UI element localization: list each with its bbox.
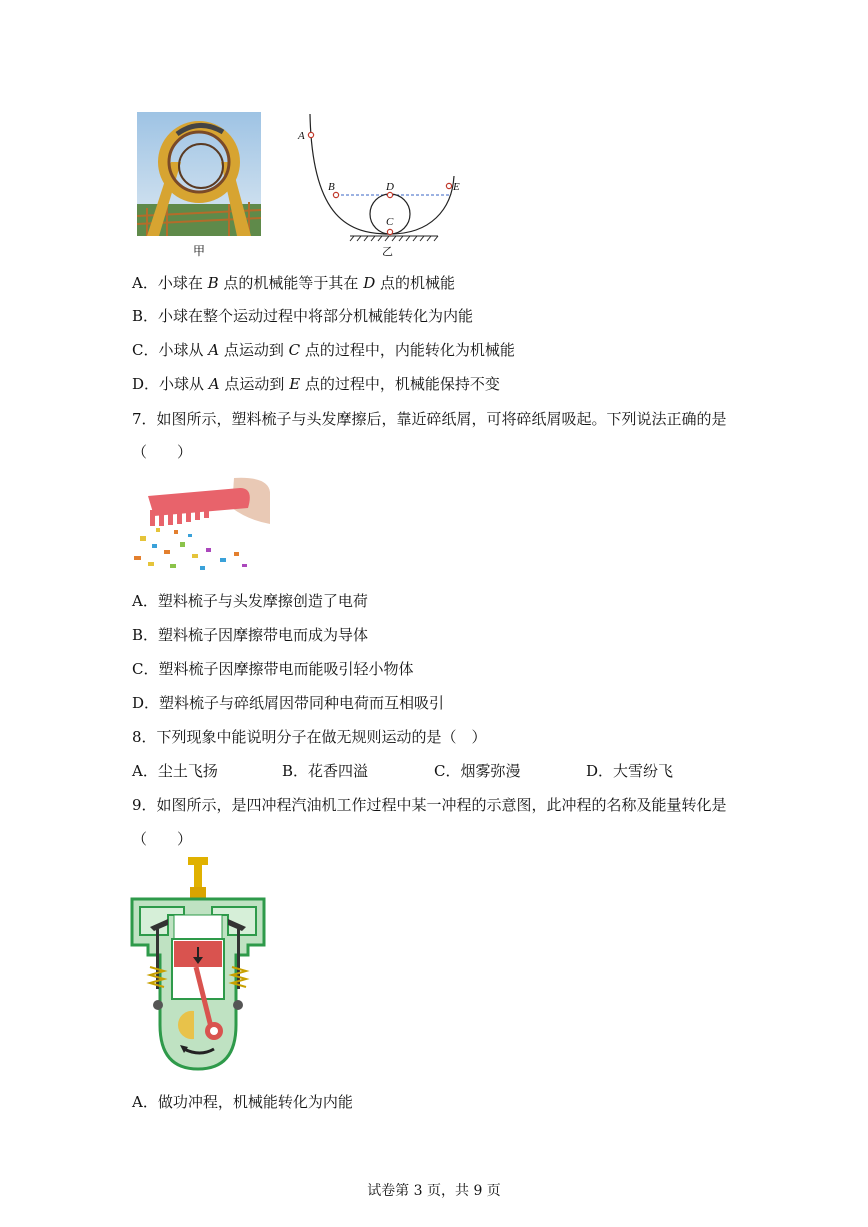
q8-option-a: A．尘土飞扬: [132, 762, 218, 780]
q9-answer-paren: （ ）: [132, 830, 193, 848]
loop-circle: [370, 194, 410, 234]
q9-option-a: A．做功冲程，机械能转化为内能: [132, 1093, 353, 1111]
ball-E: [446, 183, 451, 188]
ball-C: [387, 229, 392, 234]
q7-option-c: C．塑料梳子因摩擦带电而能吸引轻小物体: [132, 660, 414, 678]
q8-option-b: B．花香四溢: [282, 762, 369, 780]
point-label-C: C: [386, 216, 394, 228]
point-label-B: B: [328, 181, 335, 193]
q6-option-b: B．小球在整个运动过程中将部分机械能转化为内能: [132, 307, 474, 325]
q6-option-d: D．小球从 A 点运动到 E 点的过程中，机械能保持不变: [132, 375, 500, 393]
q7-answer-paren: （ ）: [132, 443, 193, 461]
ball-B: [333, 192, 338, 197]
point-label-A: A: [298, 130, 305, 142]
spark-plug: [188, 857, 208, 901]
figure-yi-label: 乙: [382, 245, 393, 258]
piston: [174, 941, 222, 967]
ball-D: [387, 192, 392, 197]
track-diagram: [290, 110, 460, 260]
page-footer: 试卷第 3 页，共 9 页: [367, 1183, 501, 1199]
q8-stem: 8．下列现象中能说明分子在做无规则运动的是（ ）: [132, 728, 487, 746]
q7-stem: 7．如图所示，塑料梳子与头发摩擦后，靠近碎纸屑，可将碎纸屑吸起。下列说法正确的是: [132, 410, 727, 428]
engine-diagram: [128, 855, 268, 1080]
q8-option-c: C．烟雾弥漫: [434, 762, 521, 780]
q9-stem: 9．如图所示，是四冲程汽油机工作过程中某一冲程的示意图，此冲程的名称及能量转化是: [132, 796, 727, 814]
q7-option-b: B．塑料梳子因摩擦带电而成为导体: [132, 626, 369, 644]
figure-jia-label: 甲: [193, 244, 206, 258]
point-label-D: D: [386, 181, 394, 193]
point-label-E: E: [453, 181, 460, 193]
q6-option-c: C．小球从 A 点运动到 C 点的过程中，内能转化为机械能: [132, 341, 515, 359]
q8-option-d: D．大雪纷飞: [586, 762, 674, 780]
q7-option-a: A．塑料梳子与头发摩擦创造了电荷: [132, 592, 368, 610]
ball-A: [308, 132, 313, 137]
comb-photo: [130, 474, 270, 574]
q6-option-a: A．小球在 B 点的机械能等于其在 D 点的机械能: [132, 274, 455, 292]
roller-coaster-photo: [137, 112, 261, 236]
track-curve: [310, 114, 454, 234]
q7-option-d: D．塑料梳子与碎纸屑因带同种电荷而互相吸引: [132, 694, 445, 712]
